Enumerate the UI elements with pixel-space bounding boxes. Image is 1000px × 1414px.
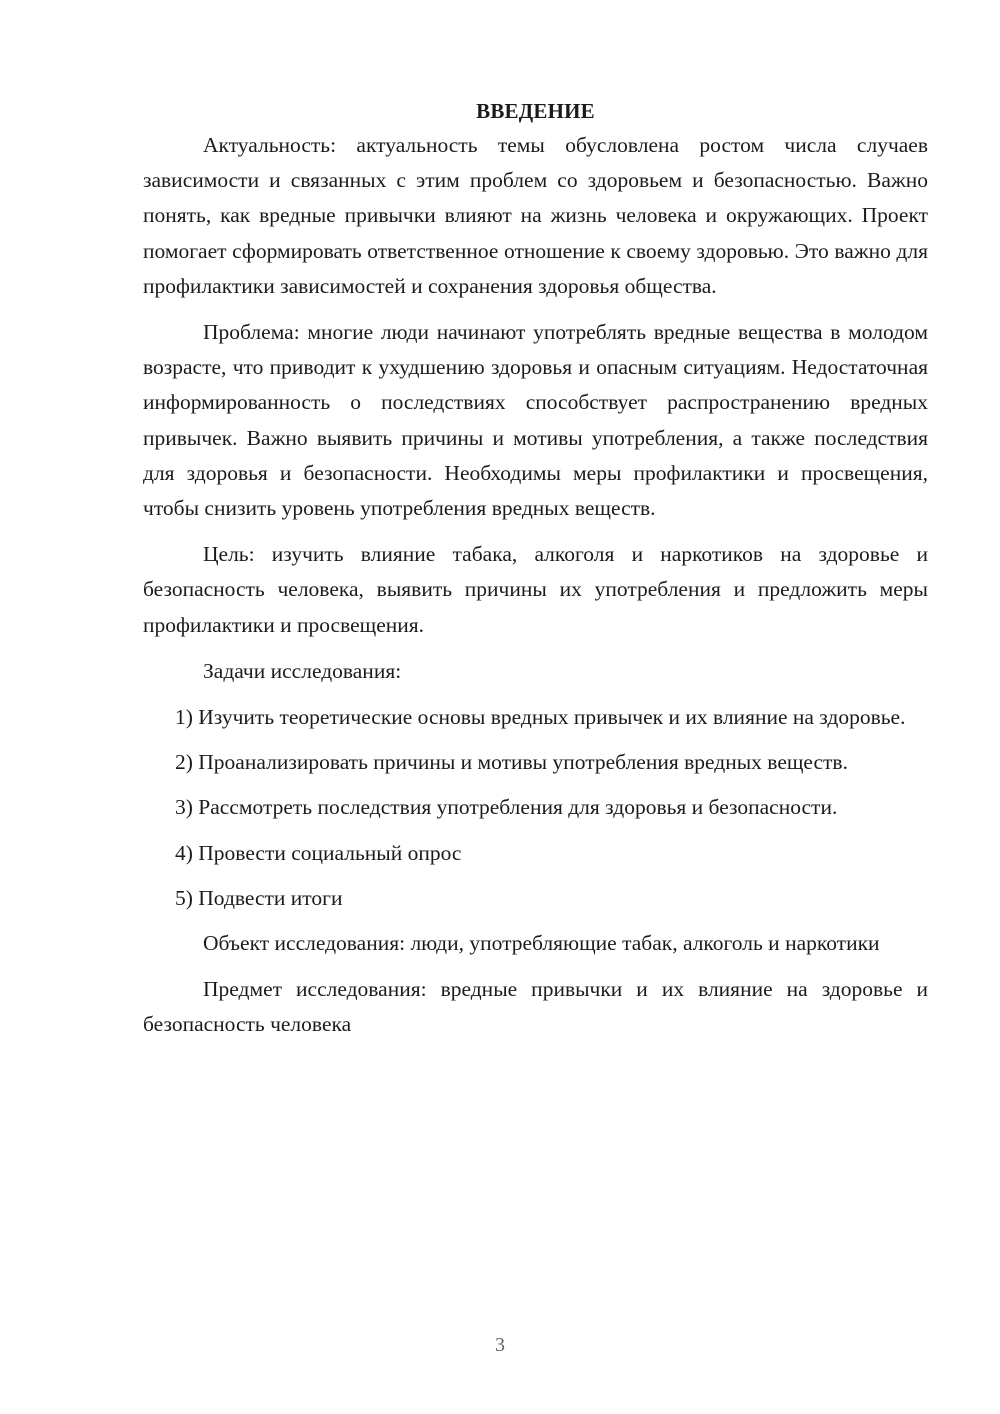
subject-paragraph: Предмет исследования: вредные привычки и их влияние на здоровье и безопасность человека	[143, 977, 928, 1037]
task-item-5: 5) Подвести итоги	[175, 885, 343, 910]
relevance-paragraph: Актуальность: актуальность темы обусловлена ростом числа случаев зависимости и связанных с этим проблем со здоровьем и безопасностью. Важно понять, как вредные привычки влияют на жизнь человека и окружающих. Проект помогает сформировать ответственное отношение к своему здоровью. Это важно для профилактики зависимостей и сохранения здоровья общества.	[143, 133, 928, 298]
document-page	[143, 94, 928, 1054]
task-item-4: 4) Провести социальный опрос	[175, 840, 462, 865]
object-paragraph: Объект исследования: люди, употребляющие табак, алкоголь и наркотики	[203, 931, 880, 956]
tasks-heading: Задачи исследования:	[203, 658, 402, 683]
page-title: ВВЕДЕНИЕ	[476, 99, 595, 123]
problem-paragraph: Проблема: многие люди начинают употреблять вредные вещества в молодом возрасте, что приводит к ухудшению здоровья и опасным ситуациям. Недостаточная информированность о последствиях способствует распространению вредных привычек. Важно выявить причины и мотивы употребления, а также последствия для здоровья и безопасности. Необходимы меры профилактики и просвещения, чтобы снизить уровень употребления вредных веществ.	[143, 320, 928, 521]
task-item-2: 2) Проанализировать причины и мотивы употребления вредных веществ.	[175, 750, 848, 775]
goal-paragraph: Цель: изучить влияние табака, алкоголя и наркотиков на здоровье и безопасность человека, выявить причины их употребления и предложить меры профилактики и просвещения.	[143, 542, 928, 637]
task-item-1: 1) Изучить теоретические основы вредных привычек и их влияние на здоровье.	[175, 705, 906, 730]
page-number: 3	[495, 1334, 505, 1356]
task-item-3: 3) Рассмотреть последствия употребления для здоровья и безопасности.	[175, 795, 838, 820]
